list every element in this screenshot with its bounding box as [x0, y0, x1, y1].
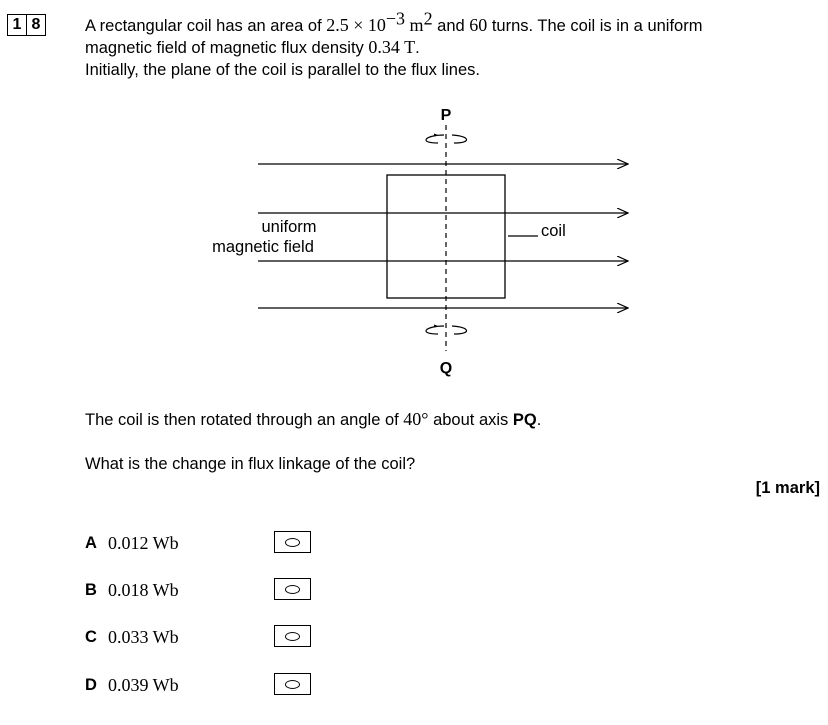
answer-bubble-a[interactable]: [274, 531, 311, 553]
question-number-digit-1: 1: [12, 16, 22, 33]
question-number: [7, 14, 46, 36]
question-text: .: [415, 39, 420, 57]
angle-value: 40°: [403, 409, 429, 429]
question-text: A rectangular coil has an area of: [85, 17, 327, 35]
label-p: P: [440, 107, 452, 124]
axis-label: PQ: [512, 411, 537, 429]
option-value: 0.033 Wb: [108, 626, 179, 647]
question-text: and: [432, 17, 470, 35]
question-text-line-3: Initially, the plane of the coil is parallel to the flux lines.: [85, 61, 480, 79]
field-label-line-1: uniform: [261, 218, 317, 236]
option-letter: D: [85, 675, 97, 694]
question-text: .: [536, 411, 542, 429]
answer-bubble-b[interactable]: [274, 578, 311, 600]
rotation-arrow-icon: [434, 134, 438, 137]
coil-label: coil: [541, 222, 566, 240]
question-text-line-2: [85, 37, 420, 59]
bubble-oval-icon: [285, 680, 300, 689]
question-text: magnetic field of magnetic flux density: [85, 39, 369, 57]
option-b: [85, 578, 179, 602]
question-text: The coil is then rotated through an angle of: [85, 411, 404, 429]
label-q: Q: [439, 360, 453, 377]
question-text: about axis: [428, 411, 513, 429]
bubble-oval-icon: [285, 632, 300, 641]
question-number-digit-2: 8: [26, 15, 45, 35]
question-text-line-1: [85, 8, 703, 37]
rotation-arrow-icon: [434, 325, 438, 328]
option-letter: B: [85, 580, 97, 599]
bubble-oval-icon: [285, 585, 300, 594]
area-exponent: −3: [385, 8, 406, 29]
rotation-statement: [85, 409, 541, 431]
area-unit-exponent: 2: [423, 8, 433, 29]
option-d: [85, 673, 179, 697]
area-value: 2.5 × 10: [326, 15, 386, 35]
option-c: [85, 625, 179, 649]
question-prompt: What is the change in flux linkage of the coil?: [85, 455, 416, 473]
question-text: turns. The coil is in a uniform: [487, 17, 703, 35]
mark-allocation: [1 mark]: [755, 479, 820, 497]
option-value: 0.018 Wb: [108, 579, 179, 600]
field-label-line-2: magnetic field: [212, 238, 314, 256]
field-value: 0.34 T: [368, 37, 416, 57]
area-unit: m: [405, 15, 424, 35]
turns-value: 60: [469, 15, 488, 35]
coil-diagram: [0, 95, 828, 385]
answer-bubble-d[interactable]: [274, 673, 311, 695]
option-letter: C: [85, 627, 97, 646]
option-a: [85, 531, 179, 555]
option-value: 0.039 Wb: [108, 674, 179, 695]
option-value: 0.012 Wb: [108, 532, 179, 553]
option-letter: A: [85, 533, 97, 552]
answer-bubble-c[interactable]: [274, 625, 311, 647]
bubble-oval-icon: [285, 538, 300, 547]
